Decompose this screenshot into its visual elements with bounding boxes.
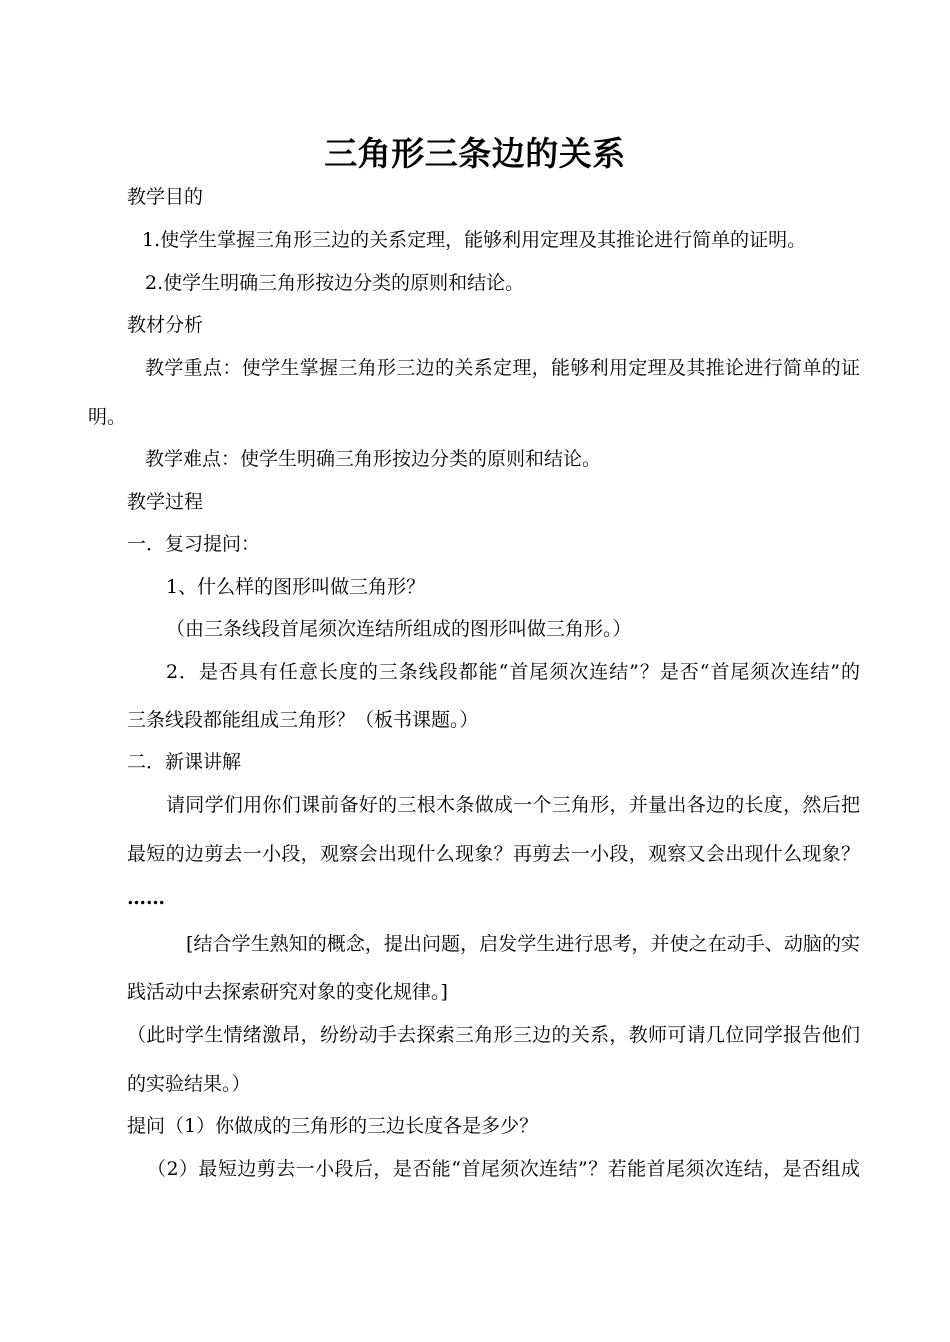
remark-line-1: （此时学生情绪激昂，纷纷动手去探索三角形三边的关系，教师可请几位同学报告他们 xyxy=(127,1024,860,1046)
document-title: 三角形三条边的关系 xyxy=(324,134,626,173)
ellipsis: …… xyxy=(127,887,165,909)
remark-line-2: 的实验结果。） xyxy=(127,1073,251,1095)
activity-line-2: 最短的边剪去一小段，观察会出现什么现象？再剪去一小段，观察又会出现什么现象？ xyxy=(127,843,860,865)
objective-1: 1.使学生掌握三角形三边的关系定理，能够利用定理及其推论进行简单的证明。 xyxy=(142,229,807,251)
review-question-2-line-2: 三条线段都能组成三角形？（板书课题。） xyxy=(127,709,479,731)
section-heading-analysis: 教材分析 xyxy=(127,314,204,336)
activity-line-1: 请同学们用你们课前备好的三根木条做成一个三角形，并量出各边的长度，然后把 xyxy=(166,794,860,816)
key-point-line-1: 教学重点：使学生掌握三角形三边的关系定理，能够利用定理及其推论进行简单的证 xyxy=(145,357,860,379)
key-point-line-2: 明。 xyxy=(88,406,127,428)
part-one-heading: 一．复习提问： xyxy=(127,533,261,555)
review-question-1: 1、什么样的图形叫做三角形？ xyxy=(166,576,426,598)
review-question-2-line-1: 2．是否具有任意长度的三条线段都能“首尾须次连结”？是否“首尾须次连结”的 xyxy=(166,661,860,683)
question-1: 提问（1）你做成的三角形的三边长度各是多少？ xyxy=(127,1115,539,1137)
objective-2: 2.使学生明确三角形按边分类的原则和结论。 xyxy=(145,272,525,294)
question-2: （2）最短边剪去一小段后，是否能“首尾须次连结”？若能首尾须次连结，是否组成 xyxy=(147,1158,860,1180)
section-heading-objectives: 教学目的 xyxy=(127,186,204,208)
section-heading-process: 教学过程 xyxy=(127,491,204,513)
part-two-heading: 二．新课讲解 xyxy=(127,751,242,773)
note-line-1: [结合学生熟知的概念，提出问题，启发学生进行思考，并使之在动手、动脑的实 xyxy=(186,933,860,955)
review-answer-1: （由三条线段首尾须次连结所组成的图形叫做三角形。） xyxy=(166,618,632,640)
note-line-2: 践活动中去探索研究对象的变化规律。] xyxy=(127,981,448,1003)
difficult-point: 教学难点：使学生明确三角形按边分类的原则和结论。 xyxy=(145,448,602,470)
